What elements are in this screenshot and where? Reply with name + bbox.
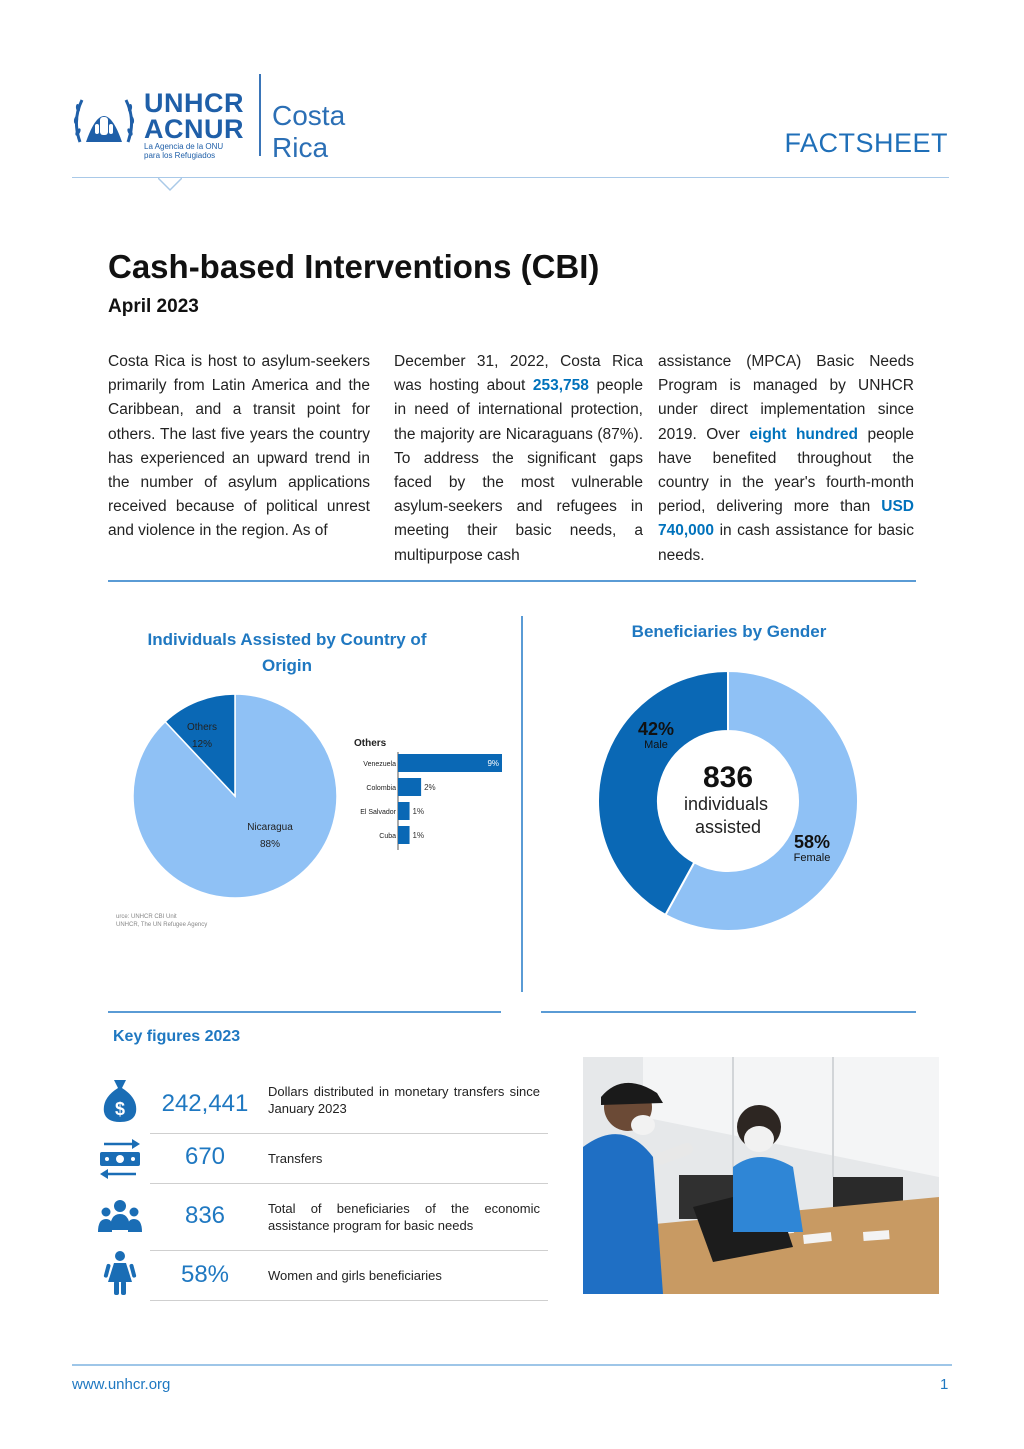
key-figure-label: Dollars distributed in monetary transfers since January 2023 xyxy=(268,1084,540,1116)
origin-chart xyxy=(108,680,518,930)
others-bar-title: Others xyxy=(354,738,387,749)
chart-source-line-1: urce: UNHCR CBI Unit xyxy=(116,914,177,920)
bar-category-label: El Salvador xyxy=(360,809,396,816)
highlight-figure: eight hundred xyxy=(749,425,858,443)
section-rule xyxy=(108,580,916,582)
intro-column-1: Costa Rica is host to asylum-seekers primarily from Latin America and the Caribbean, and a transit point for others. The last five years the country has experienced an upward trend in the number of asylum applications received because of political unrest and violence in the region. As of xyxy=(108,353,370,540)
key-figures-title: Key figures 2023 xyxy=(113,1028,241,1045)
key-figure-divider xyxy=(150,1133,548,1134)
key-figure-label: Total of beneficiaries of the economic assistance program for basic needs xyxy=(268,1201,540,1233)
page-date: April 2023 xyxy=(108,296,199,317)
key-figure-label: Transfers xyxy=(268,1151,323,1166)
section-rule xyxy=(541,1011,916,1013)
donut-label-female: Female xyxy=(793,852,831,864)
key-figure-value: 242,441 xyxy=(161,1090,249,1117)
pie-label-others: Others xyxy=(186,722,218,733)
bar-value-label: 2% xyxy=(424,783,436,792)
donut-center-label-2: assisted xyxy=(694,817,762,837)
people-group-icon xyxy=(98,1194,142,1242)
key-figure-label: Women and girls beneficiaries xyxy=(268,1268,442,1283)
highlight-figure: USD 740,000 xyxy=(658,498,914,540)
donut-label-male: Male xyxy=(644,739,668,751)
header-rule xyxy=(72,177,949,178)
gender-chart xyxy=(590,665,870,945)
woman-icon xyxy=(98,1250,142,1298)
money-bag-icon xyxy=(98,1076,142,1124)
bar-category-label: Venezuela xyxy=(363,761,396,768)
bar-el-salvador xyxy=(398,802,410,820)
chart-source-line-2: UNHCR, The UN Refugee Agency xyxy=(116,922,208,928)
chart-divider xyxy=(521,616,523,992)
pie-value-nicaragua: 88% xyxy=(259,839,281,850)
bar-value-label: 1% xyxy=(412,831,425,840)
origin-pie xyxy=(133,694,337,898)
caret-down-icon xyxy=(158,178,182,192)
svg-text:$: $ xyxy=(114,1099,126,1119)
intro-column-3: assistance (MPCA) Basic Needs Program is managed by UNHCR under direct implementation since 2019. Over eight hundred people have benefited throughout the country in the year's fourth-month period, delivering more than USD 740,000 in cash assistance for basic needs. xyxy=(658,353,914,564)
key-figure-value: 670 xyxy=(184,1143,226,1170)
doc-type-label: FACTSHEET xyxy=(784,128,948,158)
page-title: Cash-based Interventions (CBI) xyxy=(108,248,600,285)
country-name: Costa Rica xyxy=(272,100,346,163)
donut-value-female: 58% xyxy=(793,832,831,852)
bar-value-label: 9% xyxy=(487,759,499,768)
footer-rule xyxy=(72,1364,952,1366)
key-figure-value: 58% xyxy=(180,1261,230,1288)
photo-cash-distribution xyxy=(583,1057,939,1294)
page-number: 1 xyxy=(940,1376,949,1393)
logo-tagline: La Agencia de la ONU para los Refugiados xyxy=(144,142,224,160)
logo-divider xyxy=(259,74,261,156)
bar-venezuela xyxy=(398,754,502,772)
gender-chart-title: Beneficiaries by Gender xyxy=(631,622,827,641)
donut-center-label-1: individuals xyxy=(683,794,769,814)
unhcr-logo xyxy=(64,70,394,170)
intro-column-2: December 31, 2022, Costa Rica was hosting about 253,758 people in need of international protection, the majority are Nicaraguans (87%). To address the significant gaps faced by the most vulnerable asylum-seekers and refugees in meeting their basic needs, a multipurpose cash xyxy=(394,353,643,564)
pie-value-others: 12% xyxy=(191,739,213,750)
section-rule xyxy=(108,1011,501,1013)
bar-category-label: Colombia xyxy=(366,785,396,792)
bar-colombia xyxy=(398,778,421,796)
highlight-figure: 253,758 xyxy=(532,377,589,395)
donut-value-male: 42% xyxy=(637,719,675,739)
donut-center-number: 836 xyxy=(702,761,754,794)
bar-category-label: Cuba xyxy=(379,833,396,840)
transfer-icon xyxy=(98,1134,142,1182)
key-figure-divider xyxy=(150,1300,548,1301)
key-figure-value: 836 xyxy=(184,1202,226,1229)
footer-website-link[interactable]: www.unhcr.org xyxy=(72,1376,171,1393)
key-figure-divider xyxy=(150,1250,548,1251)
key-figure-divider xyxy=(150,1183,548,1184)
origin-chart-title: Individuals Assisted by Country of Origin xyxy=(147,630,427,675)
logo-wordmark: UNHCR ACNUR xyxy=(144,88,244,144)
bar-value-label: 1% xyxy=(412,807,425,816)
unhcr-emblem-icon xyxy=(70,86,138,154)
pie-label-nicaragua: Nicaragua xyxy=(247,822,293,833)
others-bar-chart xyxy=(354,738,502,850)
bar-cuba xyxy=(398,826,410,844)
